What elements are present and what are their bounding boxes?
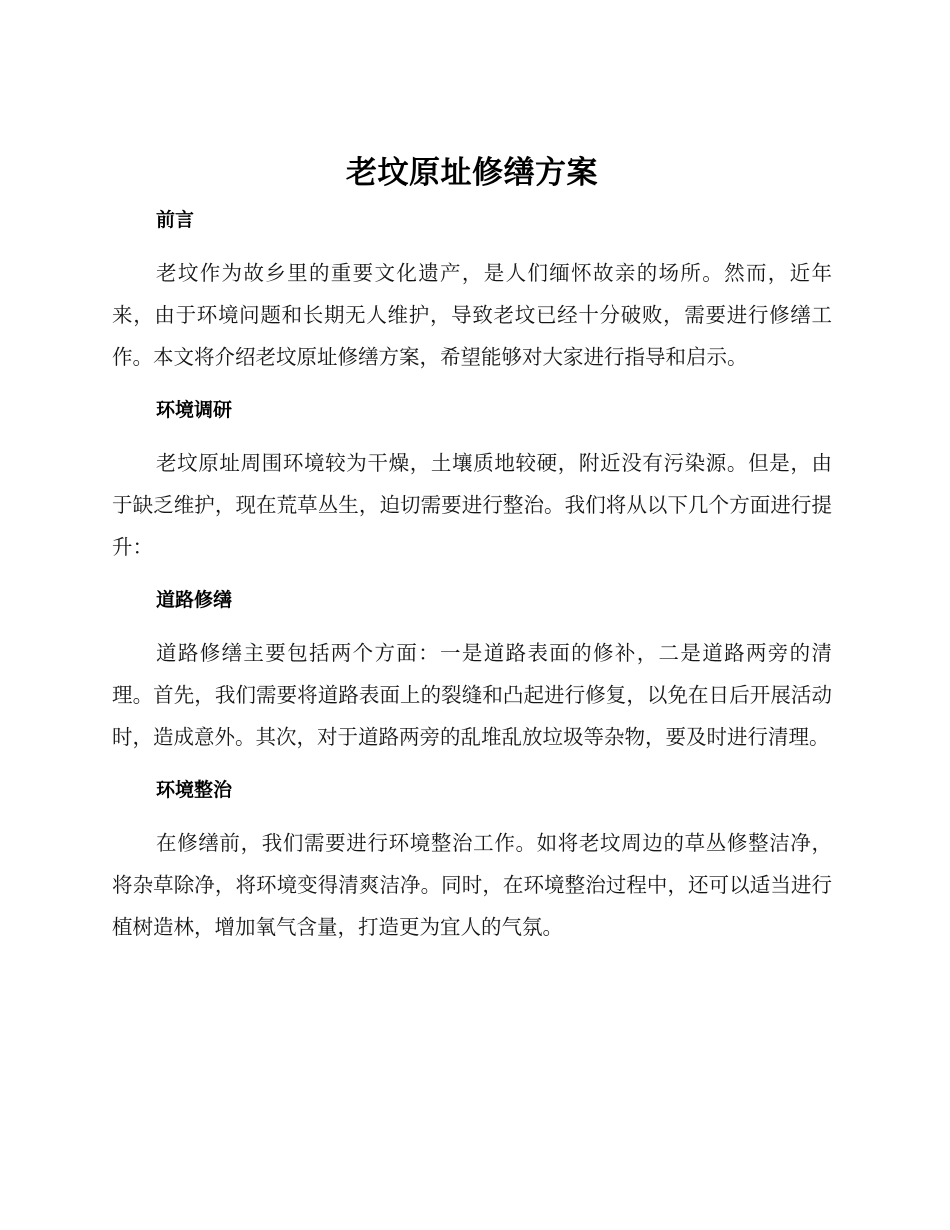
section-paragraph: 在修缮前，我们需要进行环境整治工作。如将老坟周边的草丛修整洁净，将杂草除净，将环境变得清爽洁净。同时，在环境整治过程中，还可以适当进行植树造林，增加氧气含量，打造更为宜人的气氛。: [112, 831, 832, 939]
section-paragraph: 老坟作为故乡里的重要文化遗产，是人们缅怀故亲的场所。然而，近年来，由于环境问题和长期无人维护，导致老坟已经十分破败，需要进行修缮工作。本文将介绍老坟原址修缮方案，希望能够对大家进行指导和启示。: [112, 261, 832, 369]
section-paragraph: 老坟原址周围环境较为干燥，土壤质地较硬，附近没有污染源。但是，由于缺乏维护，现在荒草丛生，迫切需要进行整治。我们将从以下几个方面进行提升：: [112, 451, 832, 559]
section-preface: [112, 206, 832, 378]
section-environment-survey: [112, 396, 832, 568]
section-heading: 前言: [156, 209, 195, 231]
section-road-repair: [112, 586, 832, 758]
section-paragraph: 道路修缮主要包括两个方面：一是道路表面的修补，二是道路两旁的清理。首先，我们需要将道路表面上的裂缝和凸起进行修复，以免在日后开展活动时，造成意外。其次，对于道路两旁的乱堆乱放垃圾等杂物，要及时进行清理。: [112, 641, 832, 749]
section-heading: 道路修缮: [156, 589, 233, 611]
section-heading: 环境整治: [156, 779, 233, 801]
document-body: [112, 150, 832, 948]
section-environment-cleanup: [112, 776, 832, 948]
section-heading: 环境调研: [156, 399, 233, 421]
document-title: 老坟原址修缮方案: [346, 155, 598, 191]
